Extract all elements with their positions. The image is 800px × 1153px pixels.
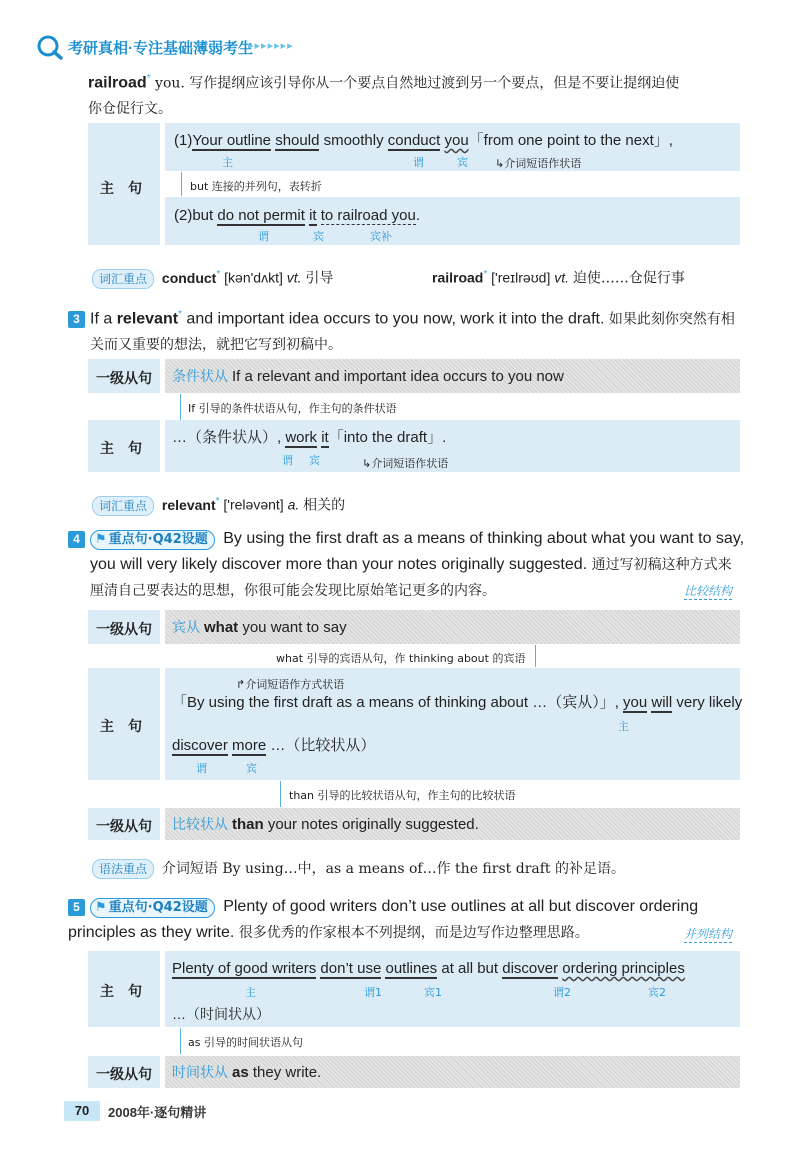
s4-grammar: 语法重点 介词短语 By using…中，as a means of…作 the first draft 的补足语。 bbox=[92, 855, 625, 882]
s3-row1-text: 条件状从 If a relevant and important idea occurs to you now bbox=[172, 368, 564, 385]
s5-paragraph: 5 ⚑ 重点句·Q42设题 Plenty of good writers don’t use outlines at all but discover ordering principles as they write. 很多优秀的作家根本不列提纲，而是边写作边整理思路。 bbox=[68, 898, 699, 941]
s2-ann-subj: 主 bbox=[222, 156, 233, 169]
s2-ann2-obj: 宾 bbox=[313, 230, 324, 243]
s4-row2-label: 主 句 bbox=[100, 719, 142, 735]
s4-paragraph: 4 ⚑ 重点句·Q42设题 By using the first draft as a means of thinking about what you want to say, you will very likely discover more than your notes originally suggested. 通过写初稿这种方式来 厘清自己要表达的思想，你很可能会发现比原始笔记更多的内容。 bbox=[68, 526, 768, 604]
s3-note: If 引导的条件状语从句，作主句的条件状语 bbox=[188, 402, 397, 415]
s4-ann-obj: 宾 bbox=[246, 762, 257, 775]
s4-row1-text: 宾从 what you want to say bbox=[172, 619, 347, 636]
s5-ann-obj2: 宾2 bbox=[648, 986, 666, 999]
s2-bracket: 「from one point to the next」, bbox=[468, 132, 673, 149]
s5-row1-text: Plenty of good writers don’t use outlines at all but discover ordering principles bbox=[172, 960, 685, 977]
s2-verb: conduct bbox=[387, 132, 441, 149]
s4-side-note: 比较结构 bbox=[684, 584, 733, 598]
s3-ann-obj: 宾 bbox=[309, 454, 320, 467]
s2-line2: (2)but do not permit it to railroad you. bbox=[174, 207, 420, 224]
s4-row3-label: 一级从句 bbox=[96, 819, 152, 835]
s2-vocab-tag: 词汇重点 bbox=[92, 269, 154, 289]
s3-number-badge: 3 bbox=[68, 311, 85, 328]
intro-paragraph: railroad* you. 写作提纲应该引导你从一个要点自然地过渡到另一个要点，但是不要让提纲迫使 你仓促行文。 bbox=[88, 73, 680, 118]
intro-text: you. 写作提纲应该引导你从一个要点自然地过渡到另一个要点，但是不要让提纲迫使 bbox=[150, 75, 680, 92]
s2-ann2-pred: 谓 bbox=[258, 230, 269, 243]
s3-paragraph: 3 If a relevant* and important idea occurs to you now, work it into the draft. 如果此刻你突然有相 关而又重要的想法，就把它写到初稿中。 bbox=[68, 302, 758, 358]
s4-arrow-note: ↱介词短语作方式状语 bbox=[236, 678, 345, 691]
header-arrows: ▸▸▸▸▸▸▸ bbox=[248, 40, 294, 52]
s3-ann-arrow: ↳介词短语作状语 bbox=[362, 457, 449, 470]
s4-connector-up bbox=[535, 645, 536, 667]
s2-vocab2: railroad* ['reɪlrəʊd] vt. 迫使……仓促行事 bbox=[432, 269, 685, 287]
s2-subject: Your outline bbox=[192, 132, 272, 149]
s5-key-tag: ⚑ 重点句·Q42设题 bbox=[90, 898, 215, 918]
intro-word: railroad bbox=[88, 74, 147, 92]
s5-ann-pred2: 谓2 bbox=[553, 986, 571, 999]
s5-note: as 引导的时间状语从句 bbox=[188, 1036, 303, 1049]
s5-side-note: 并列结构 bbox=[684, 927, 733, 941]
s4-ann-pred: 谓 bbox=[196, 762, 207, 775]
intro-line2: 你仓促行文。 bbox=[88, 101, 172, 118]
s5-row1-line2: …（时间状从） bbox=[172, 1006, 270, 1022]
s4-row3-text: 比较状从 than your notes originally suggested. bbox=[172, 816, 479, 833]
s5-row1-label: 主 句 bbox=[100, 984, 142, 1000]
s4-ann-subj: 主 bbox=[618, 720, 629, 733]
page-number: 70 bbox=[64, 1101, 100, 1121]
s5-ann-subj: 主 bbox=[245, 986, 256, 999]
s2-object2: it bbox=[309, 207, 317, 224]
s5-ann-obj1: 宾1 bbox=[424, 986, 442, 999]
s3-row2-label: 主 句 bbox=[100, 441, 142, 457]
s4-connector-down bbox=[280, 781, 281, 807]
s2-row-label: 主 句 bbox=[100, 181, 142, 197]
s2-ann-arrow: ↳介词短语作状语 bbox=[495, 157, 582, 170]
s4-row2-line2: discover more …（比较状从） bbox=[172, 737, 376, 754]
s5-connector-line bbox=[180, 1028, 181, 1054]
s4-key-tag: ⚑ 重点句·Q42设题 bbox=[90, 530, 215, 550]
s2-vocab: 词汇重点 conduct* [kən'dʌkt] vt. 引导 bbox=[92, 262, 333, 292]
s2-object: you bbox=[444, 132, 469, 149]
s2-line1: (1)Your outline should smoothly conduct you「from one point to the next」, bbox=[174, 132, 673, 149]
s4-note1: what 引导的宾语从句，作 thinking about 的宾语 bbox=[276, 652, 526, 665]
s5-row2-label: 一级从句 bbox=[96, 1067, 152, 1083]
s3-row2-text: …（条件状从）, work it「into the draft」. bbox=[172, 429, 447, 446]
s3-row1-label: 一级从句 bbox=[96, 371, 152, 387]
magnifier-logo-icon bbox=[36, 34, 66, 60]
s3-vocab: 词汇重点 relevant* ['reləvənt] a. 相关的 bbox=[92, 489, 345, 519]
s5-ann-pred1: 谓1 bbox=[364, 986, 382, 999]
s2-predicate: should bbox=[275, 132, 320, 149]
s4-note2: than 引导的比较状语从句，作主句的比较状语 bbox=[289, 789, 516, 802]
s4-row1-label: 一级从句 bbox=[96, 622, 152, 638]
s3-ann-pred: 谓 bbox=[282, 454, 293, 467]
s2-complement: to railroad you bbox=[320, 207, 416, 224]
s3-connector-line bbox=[180, 394, 181, 420]
s2-ann-pred: 谓 bbox=[413, 156, 424, 169]
s2-connector-line bbox=[181, 172, 182, 196]
s2-predicate2: do not permit bbox=[217, 207, 305, 224]
s5-row2-text: 时间状从 as they write. bbox=[172, 1064, 322, 1081]
s2-but-note: but 连接的并列句，表转折 bbox=[190, 180, 322, 193]
s2-ann-obj: 宾 bbox=[457, 156, 468, 169]
footer-text: 2008年·逐句精讲 bbox=[108, 1105, 207, 1120]
s4-row2-line1: 「By using the first draft as a means of thinking about …（宾从）」, you will very likely bbox=[172, 694, 743, 711]
header-title: 考研真相·专注基础薄弱考生 bbox=[68, 40, 253, 57]
s2-ann2-comp: 宾补 bbox=[370, 230, 392, 243]
